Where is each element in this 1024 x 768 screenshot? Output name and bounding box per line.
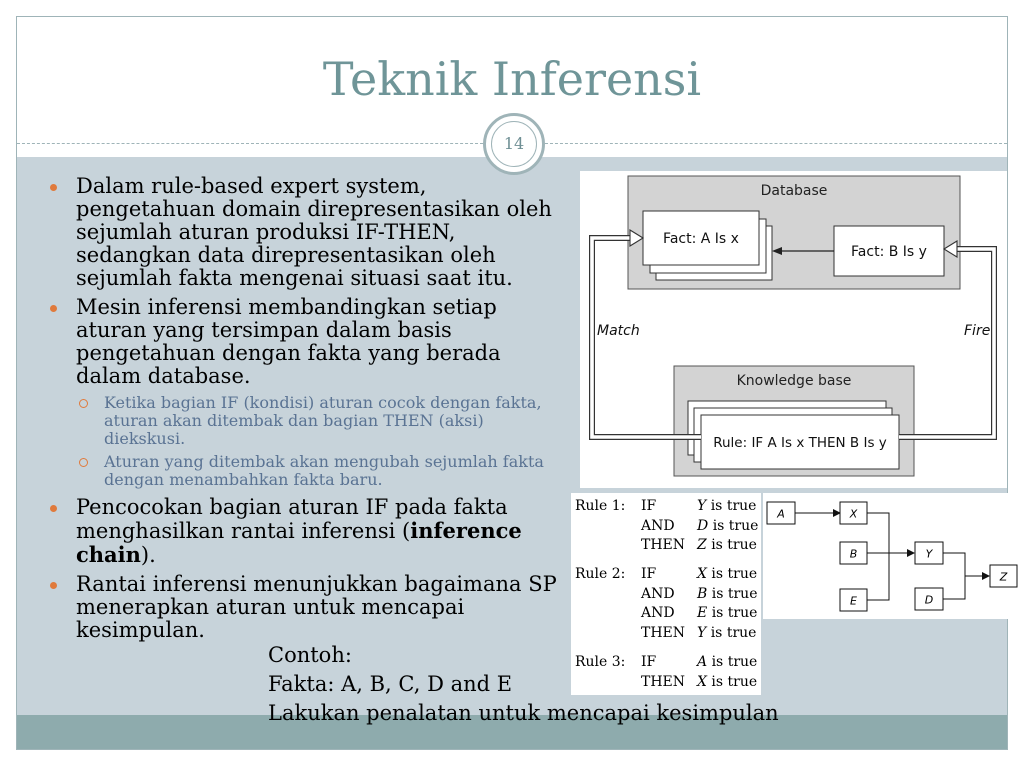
rule-condition: E is true: [697, 605, 758, 621]
chain-node-label: Y: [925, 547, 933, 561]
chain-node-label: E: [850, 594, 857, 608]
rule-condition: B is true: [697, 585, 758, 602]
chain-node-label: X: [849, 507, 858, 521]
chain-node-label: B: [849, 547, 858, 561]
rules-table: [571, 493, 761, 695]
rule-keyword: AND: [641, 517, 675, 534]
rule-condition: A is true: [697, 654, 758, 670]
knowledge-base-label: Knowledge base: [736, 373, 852, 389]
bullet-list: [42, 175, 562, 648]
slide-number-badge: [483, 113, 545, 175]
rule-name: Rule 2:: [575, 566, 626, 582]
bullet-text: Pencocokan bagian aturan IF pada fakta menghasilkan rantai inferensi (: [76, 495, 508, 543]
rule-keyword: THEN: [641, 673, 686, 690]
title-divider-left: [17, 143, 483, 144]
chain-node-label: D: [924, 593, 934, 607]
rule-keyword: AND: [641, 605, 675, 621]
rule-condition: X is true: [697, 566, 758, 582]
sub-bullet-item: Aturan yang ditembak akan mengubah sejumlah fakta dengan menambahkan fakta baru.: [42, 453, 562, 489]
slide-title: Teknik Inferensi: [322, 52, 702, 106]
rule-keyword: IF: [641, 566, 657, 582]
bullet-item: [42, 496, 562, 567]
chain-node-label: A: [777, 507, 785, 521]
fire-label: Fire: [964, 323, 991, 339]
bullet-text: ).: [140, 543, 156, 567]
bullet-item: Dalam rule-based expert system, pengetahuan domain direpresentasikan oleh sejumlah aturan produksi IF-THEN, sedangkan data direpresentasikan oleh sejumlah fakta mengenai situasi saat itu.: [42, 175, 562, 290]
inference-chain-diagram: [763, 493, 1020, 619]
rule-condition: Z is true: [697, 537, 757, 553]
rule-condition: Y is true: [697, 498, 757, 514]
database-label: Database: [760, 183, 828, 199]
bullet-item: Rantai inferensi menunjukkan bagaimana SP menerapkan aturan untuk mencapai kesimpulan.: [42, 573, 562, 642]
rule-keyword: THEN: [641, 537, 686, 553]
example-facts: Fakta: A, B, C, D and E: [268, 672, 513, 696]
chain-node-label: Z: [999, 570, 1008, 584]
slide-number: 14: [491, 121, 537, 167]
sub-bullet-item: Ketika bagian IF (kondisi) aturan cocok dengan fakta, aturan akan ditembak dan bagian THEN (aksi) diekskusi.: [42, 394, 562, 448]
rule-keyword: IF: [641, 498, 657, 514]
bullet-item: Mesin inferensi membandingkan setiap aturan yang tersimpan dalam basis pengetahuan dengan fakta yang berada dalam database.: [42, 296, 562, 388]
example-heading: Contoh:: [268, 643, 352, 667]
rule-condition: Y is true: [697, 624, 757, 641]
rule-keyword: AND: [641, 585, 675, 602]
rule-keyword: THEN: [641, 624, 686, 641]
rule-name: Rule 1:: [575, 498, 626, 514]
bullet-bold-text: inference chain: [76, 518, 522, 567]
inference-diagram: [580, 171, 1007, 488]
fact-a-label: Fact: A Is x: [663, 231, 739, 247]
match-label: Match: [597, 323, 640, 339]
title-divider-right: [545, 143, 1007, 144]
fact-b-label: Fact: B Is y: [851, 244, 927, 260]
rule-condition: X is true: [697, 673, 758, 690]
rule-keyword: IF: [641, 654, 657, 670]
rule-label: Rule: IF A Is x THEN B Is y: [713, 435, 887, 451]
example-task: Lakukan penalatan untuk mencapai kesimpulan: [268, 701, 779, 725]
rule-condition: D is true: [697, 517, 759, 534]
rule-name: Rule 3:: [575, 654, 626, 670]
